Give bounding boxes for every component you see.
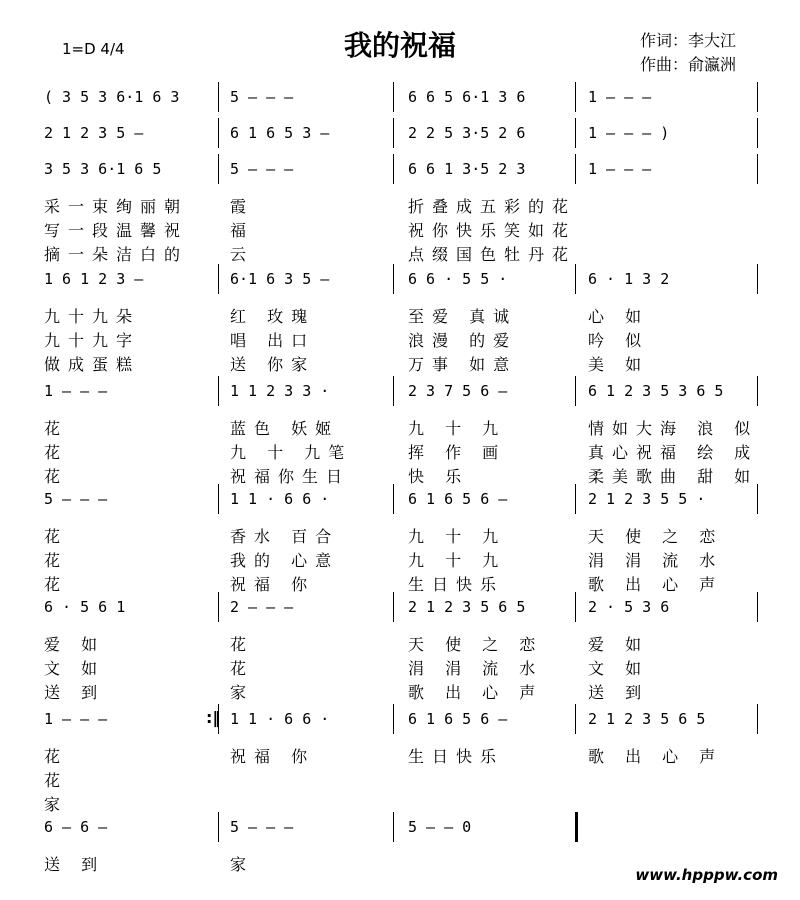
lyric-text: 祝福你生日: [230, 467, 351, 486]
barline: [575, 82, 576, 112]
music-row: [0, 270, 800, 300]
lyric-text: 九十九朵: [44, 307, 141, 326]
barline: [393, 812, 394, 842]
lyric-text: 花: [44, 771, 69, 790]
music-row: [0, 124, 800, 154]
lyric-text: 九 十 九: [408, 551, 507, 570]
composer-credit: 作曲：俞瀛洲: [640, 55, 737, 74]
lyric-text: 送 到: [588, 683, 650, 702]
lyric-text: 家: [230, 855, 255, 874]
barline: [393, 118, 394, 148]
lyric-text: 歌 出 心 声: [408, 683, 544, 702]
barline: [757, 118, 758, 148]
lyric-text: 送 到: [44, 855, 106, 874]
lyric-text: 涓 涓 流 水: [588, 551, 724, 570]
measure: 2 1 2 3 5 6 5: [588, 710, 706, 728]
lyric-text: 花: [44, 575, 69, 594]
lyric-text: 祝福 你: [230, 747, 316, 766]
measure: 5 — — —: [44, 490, 108, 508]
music-row: [0, 88, 800, 118]
measure: 2 1 2 3 5 6 5: [408, 598, 526, 616]
barline: [218, 376, 219, 406]
barline: [218, 484, 219, 514]
lyric-text: 九 十 九笔: [230, 443, 353, 462]
barline: [575, 376, 576, 406]
key-signature: 1=D 4/4: [62, 40, 125, 58]
lyric-text: 文 如: [44, 659, 106, 678]
lyric-text: 写一段温馨祝: [44, 221, 189, 240]
lyric-text: 天 使 之 恋: [588, 527, 724, 546]
barline: [218, 812, 219, 842]
lyric-text: 爱 如: [588, 635, 650, 654]
measure: 2 2 5 3·5 2 6: [408, 124, 526, 142]
lyric-text: 唱 出口: [230, 331, 316, 350]
barline: [218, 118, 219, 148]
lyric-text: 吟 似: [588, 331, 650, 350]
measure: 5 — — 0: [408, 818, 472, 836]
barline: [575, 264, 576, 294]
lyric-text: 折叠成五彩的花: [408, 197, 577, 216]
barline: [218, 592, 219, 622]
lyric-text: 采一束绚丽朝: [44, 197, 189, 216]
measure: 1 — — — ): [588, 124, 670, 142]
measure: 5 — — —: [230, 160, 294, 178]
barline: [393, 82, 394, 112]
lyric-text: 香水 百合: [230, 527, 340, 546]
lyric-text: 美 如: [588, 355, 650, 374]
barline: [575, 704, 576, 734]
lyric-text: 歌 出 心 声: [588, 575, 724, 594]
barline: [218, 82, 219, 112]
measure: 2 · 5 3 6: [588, 598, 670, 616]
lyric-text: 福: [230, 221, 255, 240]
measure: 1 1 · 6 6 ·: [230, 710, 330, 728]
lyric-text: 九 十 九: [408, 527, 507, 546]
measure: 6 — 6 —: [44, 818, 108, 836]
barline: [393, 154, 394, 184]
lyric-text: 文 如: [588, 659, 650, 678]
lyric-text: 我的 心意: [230, 551, 340, 570]
lyric-text: 生日快乐: [408, 575, 505, 594]
barline: [757, 376, 758, 406]
music-row: [0, 490, 800, 520]
lyric-text: 祝福 你: [230, 575, 316, 594]
lyric-text: 送 到: [44, 683, 106, 702]
measure: 6 6 · 5 5 ·: [408, 270, 508, 288]
barline: [393, 592, 394, 622]
lyric-text: 涓 涓 流 水: [408, 659, 544, 678]
barline: [575, 592, 576, 622]
measure: 2 1 2 3 5 —: [44, 124, 144, 142]
measure: ( 3 5 3 6·1 6 3: [44, 88, 180, 106]
measure: 1 — — —: [44, 382, 108, 400]
lyric-text: 九十九字: [44, 331, 141, 350]
lyric-text: 生日快乐: [408, 747, 505, 766]
lyric-text: 祝你快乐笑如花: [408, 221, 577, 240]
lyric-text: 天 使 之 恋: [408, 635, 544, 654]
measure: 6 1 6 5 6 —: [408, 710, 508, 728]
watermark: www.hpppw.com: [635, 866, 778, 884]
lyric-text: 花: [44, 443, 69, 462]
barline: [575, 154, 576, 184]
measure: 3 5 3 6·1 6 5: [44, 160, 162, 178]
music-row: [0, 710, 800, 740]
measure: 5 — — —: [230, 818, 294, 836]
barline: [757, 82, 758, 112]
lyric-text: 摘一朵洁白的: [44, 245, 189, 264]
lyric-text: 花: [44, 527, 69, 546]
lyric-text: 花: [230, 635, 255, 654]
lyric-text: 至爱 真诚: [408, 307, 518, 326]
lyric-text: 九 十 九: [408, 419, 507, 438]
barline: [757, 592, 758, 622]
measure: 2 3 7 5 6 —: [408, 382, 508, 400]
music-row: [0, 382, 800, 412]
repeat-sign: :‖: [206, 708, 221, 727]
lyric-text: 花: [44, 551, 69, 570]
lyric-text: 快 乐: [408, 467, 470, 486]
lyric-text: 爱 如: [44, 635, 106, 654]
barline: [575, 118, 576, 148]
measure: 6·1 6 3 5 —: [230, 270, 330, 288]
measure: 6 · 5 6 1: [44, 598, 126, 616]
lyric-text: 心 如: [588, 307, 650, 326]
measure: 6 6 5 6·1 3 6: [408, 88, 526, 106]
barline: [757, 264, 758, 294]
lyric-text: 挥 作 画: [408, 443, 507, 462]
measure: 6 1 6 5 6 —: [408, 490, 508, 508]
measure: 1 6 1 2 3 —: [44, 270, 144, 288]
barline: [757, 704, 758, 734]
measure: 1 — — —: [588, 160, 652, 178]
lyric-text: 花: [44, 467, 69, 486]
lyric-text: 蓝色 妖姬: [230, 419, 340, 438]
lyric-text: 家: [44, 795, 69, 814]
measure: 5 — — —: [230, 88, 294, 106]
measure: 2 1 2 3 5 5 ·: [588, 490, 706, 508]
barline: [393, 704, 394, 734]
lyric-text: 红 玫瑰: [230, 307, 316, 326]
lyric-text: 浪漫 的爱: [408, 331, 518, 350]
song-title: 我的祝福: [343, 29, 456, 62]
barline: [218, 264, 219, 294]
lyric-text: 情如大海 浪 似: [588, 419, 759, 438]
lyric-text: 柔美歌曲 甜 如: [588, 467, 759, 486]
barline: [218, 154, 219, 184]
measure: 1 1 · 6 6 ·: [230, 490, 330, 508]
measure: 1 — — —: [44, 710, 108, 728]
lyric-text: 送 你家: [230, 355, 316, 374]
music-row: [0, 160, 800, 190]
lyric-text: 点缀国色牡丹花: [408, 245, 577, 264]
measure: 1 1 2 3 3 ·: [230, 382, 330, 400]
lyric-text: 真心祝福 绘 成: [588, 443, 759, 462]
lyric-text: 做成蛋糕: [44, 355, 141, 374]
lyric-text: 花: [44, 747, 69, 766]
lyric-text: 歌 出 心 声: [588, 747, 724, 766]
lyric-text: 万事 如意: [408, 355, 518, 374]
final-barline: [575, 812, 578, 842]
barline: [393, 376, 394, 406]
measure: 6 6 1 3·5 2 3: [408, 160, 526, 178]
music-row: [0, 818, 800, 848]
lyric-text: 霞: [230, 197, 255, 216]
lyric-text: 花: [230, 659, 255, 678]
measure: 1 — — —: [588, 88, 652, 106]
barline: [757, 154, 758, 184]
lyric-text: 云: [230, 245, 255, 264]
barline: [757, 484, 758, 514]
lyric-text: 花: [44, 419, 69, 438]
measure: 6 1 2 3 5 3 6 5: [588, 382, 724, 400]
lyric-text: 家: [230, 683, 255, 702]
barline: [393, 484, 394, 514]
lyricist-credit: 作词：李大江: [640, 31, 737, 50]
measure: 6 · 1 3 2: [588, 270, 670, 288]
music-row: [0, 598, 800, 628]
barline: [575, 484, 576, 514]
barline: [393, 264, 394, 294]
measure: 6 1 6 5 3 —: [230, 124, 330, 142]
measure: 2 — — —: [230, 598, 294, 616]
